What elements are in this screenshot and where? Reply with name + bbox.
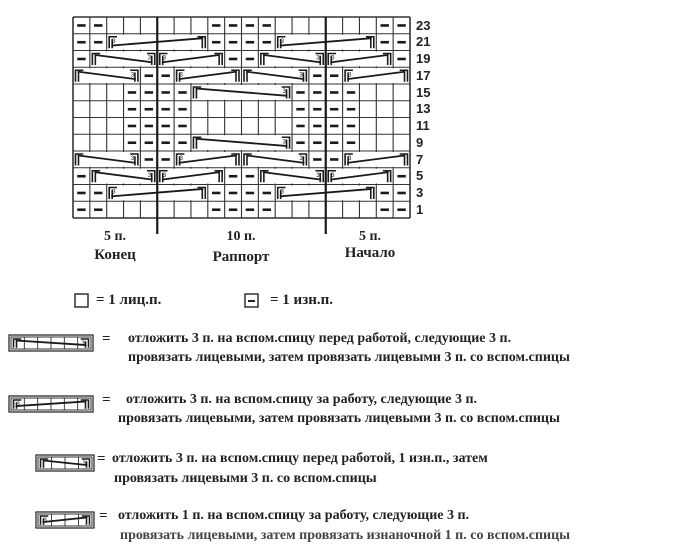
legend-item-1-line2: провязать лицевыми, затем провязать лицевыми 3 п. со вспом.спицы [128, 350, 570, 365]
purl-stitch-mark [229, 24, 237, 27]
cable-count-label: 3 [179, 72, 183, 79]
cable-6-back-icon [8, 395, 94, 413]
purl-stitch-mark [94, 192, 102, 195]
purl-stitch-mark [263, 24, 271, 27]
purl-stitch-mark [313, 125, 321, 128]
purl-stitch-mark [128, 125, 136, 128]
cable-count-label: 3 [280, 38, 285, 45]
purl-stitch-mark [145, 125, 153, 128]
purl-stitch-mark [313, 91, 321, 94]
purl-stitch-mark [381, 208, 389, 211]
purl-stitch-mark [397, 41, 405, 44]
purl-stitch-mark [178, 125, 186, 128]
legend-item-1-eq: = [102, 331, 111, 347]
purl-stitch-mark [381, 24, 389, 27]
cable-count-label: 3 [316, 55, 320, 62]
purl-stitch-mark [381, 41, 389, 44]
row-number-label: 13 [416, 101, 431, 117]
purl-stitch-mark [94, 208, 102, 211]
purl-stitch-mark [347, 141, 355, 144]
purl-stitch-mark [330, 91, 338, 94]
cable-4-front-purl-icon [35, 454, 95, 472]
legend-item-2-eq: = [102, 392, 111, 408]
purl-stitch-mark [347, 91, 355, 94]
knit-stitch-icon [74, 293, 90, 309]
legend-item-4-eq: = [99, 508, 108, 524]
row-number-label: 1 [416, 201, 424, 217]
knitting-chart [0, 0, 690, 240]
row-number-label: 19 [416, 51, 431, 66]
purl-stitch-mark [77, 175, 85, 178]
section-start-name: Начало [344, 245, 396, 261]
purl-stitch-mark [263, 208, 271, 211]
cable-count-label: 3 [82, 461, 86, 467]
legend-item-2-line1: отложить 3 п. на вспом.спицу за работу, следующие 3 п. [126, 392, 478, 407]
purl-stitch-mark [128, 108, 136, 111]
purl-stitch-mark [397, 192, 405, 195]
purl-stitch-mark [296, 125, 304, 128]
purl-stitch-mark [229, 192, 237, 195]
purl-stitch-mark [77, 24, 85, 27]
cable-count-label: 3 [112, 189, 116, 196]
purl-stitch-mark [178, 91, 186, 94]
purl-stitch-mark [145, 141, 153, 144]
cable-count-label: 3 [147, 55, 152, 62]
cable-count-label: 3 [16, 402, 20, 408]
purl-stitch-mark [229, 58, 237, 61]
purl-stitch-mark [145, 158, 153, 161]
purl-stitch-mark [246, 192, 254, 195]
purl-stitch-icon [244, 293, 260, 309]
row-number-label: 5 [416, 168, 424, 184]
row-number-label: 15 [416, 84, 431, 100]
purl-stitch-mark [212, 41, 220, 44]
legend-item-3-line2: провязать лицевыми 3 п. со вспом.спицы [114, 471, 377, 486]
cable-count-label: 3 [331, 55, 335, 62]
legend-item-2-line2: провязать лицевыми, затем провязать лицевыми 3 п. со вспом.спицы [118, 411, 560, 426]
row-number-label: 11 [416, 118, 430, 133]
purl-stitch-mark [263, 41, 271, 44]
cable-count-label: 3 [282, 89, 286, 95]
purl-stitch-mark [330, 141, 338, 144]
cable-count-label: 3 [331, 172, 335, 179]
purl-stitch-mark [161, 141, 169, 144]
purl-stitch-mark [77, 208, 85, 211]
purl-stitch-mark [381, 192, 389, 195]
purl-stitch-mark [397, 175, 405, 178]
cable-4-back-purl-icon [35, 511, 95, 529]
row-number-label: 21 [416, 34, 431, 50]
legend-item-1-line1: отложить 3 п. на вспом.спицу перед работой, следующие 3 п. [128, 331, 512, 346]
purl-stitch-mark [330, 108, 338, 111]
section-repeat-count: 10 п. [226, 229, 256, 244]
cable-count-label: 3 [348, 156, 352, 162]
purl-stitch-mark [397, 24, 405, 27]
purl-stitch-mark [229, 41, 237, 44]
cable-count-label: 3 [282, 139, 286, 146]
cable-count-label: 3 [280, 189, 285, 196]
purl-stitch-mark [77, 192, 85, 195]
purl-stitch-mark [330, 158, 338, 161]
cable-count-label: 3 [299, 156, 303, 162]
purl-stitch-mark [246, 175, 254, 178]
purl-stitch-mark [229, 208, 237, 211]
purl-stitch-mark [296, 141, 304, 144]
purl-stitch-mark [178, 108, 186, 111]
legend-item-4-line1: отложить 1 п. на вспом.спицу за работу, следующие 3 п. [118, 508, 470, 523]
purl-stitch-mark [347, 108, 355, 111]
row-number-label: 23 [416, 17, 431, 33]
purl-stitch-mark [313, 108, 321, 111]
purl-stitch-mark [296, 108, 304, 111]
cable-count-label: 3 [81, 341, 85, 347]
row-number-label: 7 [416, 151, 424, 167]
purl-stitch-mark [246, 208, 254, 211]
purl-stitch-mark [313, 74, 321, 77]
cable-6-front-icon [8, 334, 94, 352]
purl-stitch-mark [397, 58, 405, 61]
purl-stitch-mark [161, 158, 169, 161]
legend-purl-text: = 1 изн.п. [270, 292, 334, 308]
purl-stitch-mark [296, 91, 304, 94]
purl-stitch-mark [145, 108, 153, 111]
cable-count-label: 3 [348, 72, 352, 79]
purl-stitch-mark [94, 41, 102, 44]
cable-count-label: 3 [179, 156, 183, 162]
purl-stitch-mark [246, 41, 254, 44]
purl-stitch-mark [263, 192, 271, 195]
cable-count-label: 3 [130, 156, 135, 162]
purl-stitch-mark [212, 192, 220, 195]
legend-knit-text: = 1 лиц.п. [96, 292, 162, 308]
row-number-label: 17 [416, 67, 431, 83]
cable-count-label: 3 [162, 55, 167, 62]
section-start-count: 5 п. [358, 229, 382, 244]
cable-count-label: 3 [112, 38, 116, 45]
row-number-label: 3 [416, 185, 424, 200]
purl-stitch-mark [178, 141, 186, 144]
cable-count-label: 3 [299, 72, 303, 79]
cable-count-label: 3 [162, 172, 167, 179]
row-number-label: 9 [416, 134, 424, 150]
purl-stitch-mark [128, 141, 136, 144]
cable-count-label: 3 [147, 172, 152, 179]
purl-stitch-mark [347, 125, 355, 128]
purl-stitch-mark [94, 24, 102, 27]
purl-stitch-mark [161, 108, 169, 111]
purl-stitch-mark [229, 175, 237, 178]
purl-stitch-mark [397, 208, 405, 211]
purl-stitch-mark [212, 208, 220, 211]
purl-stitch-mark [330, 125, 338, 128]
purl-stitch-mark [313, 158, 321, 161]
section-repeat-name: Раппорт [212, 249, 270, 265]
legend-item-4-line2: провязать лицевыми, затем провязать изнаночной 1 п. со вспом.спицы [120, 528, 571, 543]
cable-count-label: 3 [130, 72, 135, 79]
purl-stitch-mark [330, 74, 338, 77]
purl-stitch-mark [161, 91, 169, 94]
section-end-count: 5 п. [103, 229, 127, 244]
cable-count-label: 3 [43, 518, 47, 524]
legend-item-3-eq: = [97, 451, 106, 467]
purl-stitch-mark [246, 24, 254, 27]
purl-stitch-mark [161, 74, 169, 77]
purl-stitch-mark [77, 58, 85, 61]
purl-stitch-mark [313, 141, 321, 144]
legend-item-3-line1: отложить 3 п. на вспом.спицу перед работой, 1 изн.п., затем [112, 451, 488, 466]
cable-count-label: 3 [316, 172, 320, 179]
purl-stitch-mark [77, 41, 85, 44]
section-end-name: Конец [94, 247, 136, 263]
purl-stitch-mark [212, 24, 220, 27]
purl-stitch-mark [145, 74, 153, 77]
purl-stitch-mark [161, 125, 169, 128]
purl-stitch-mark [145, 91, 153, 94]
purl-stitch-mark [246, 58, 254, 61]
purl-stitch-mark [128, 91, 136, 94]
